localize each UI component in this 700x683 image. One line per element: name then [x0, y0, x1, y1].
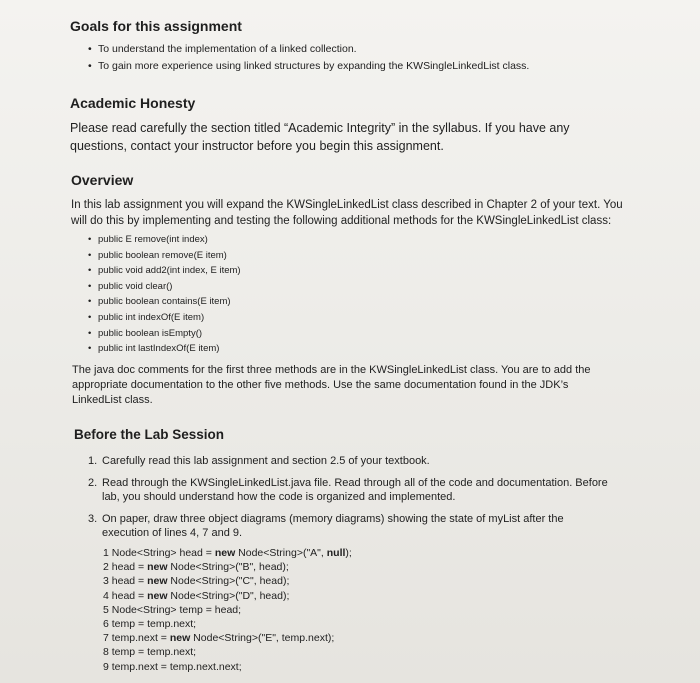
step-item — [88, 512, 613, 540]
goals-heading: Goals for this assignment — [70, 18, 242, 34]
method-item: • public boolean remove(E item) — [88, 248, 388, 264]
overview-intro: In this lab assignment you will expand the KWSingleLinkedList class described in Chapter 2 of your text. You will do this by implementing and testing the following additional methods for the KWSingleLinkedList class: — [71, 199, 623, 227]
step-text: On paper, draw three object diagrams (memory diagrams) showing the state of myList after the execution of lines 4, 7 and 9. — [102, 513, 564, 539]
methods-list — [88, 232, 388, 357]
honesty-text: Please read carefully the section titled “Academic Integrity” in the syllabus. If you have any questions, contact your instructor before you begin this assignment. — [70, 121, 570, 153]
before-lab-steps — [88, 454, 613, 548]
doc-note: The java doc comments for the first three methods are in the KWSingleLinkedList class. You are to add the appropriate documentation to the other five methods. Use the same documentation found in the JDK’s LinkedList class. — [72, 364, 591, 406]
code-block — [103, 546, 403, 674]
overview-heading: Overview — [71, 172, 134, 188]
method-item: • public E remove(int index) — [88, 232, 388, 248]
code-line: 7 temp.next = new Node<String>("E", temp.next); — [103, 632, 335, 645]
code-line: 3 head = new Node<String>("C", head); — [103, 575, 290, 588]
method-item: • public int lastIndexOf(E item) — [88, 341, 388, 357]
method-item: • public int indexOf(E item) — [88, 310, 388, 326]
goals-list — [88, 41, 648, 75]
code-line: 6 temp = temp.next; — [103, 618, 197, 631]
code-line: 5 Node<String> temp = head; — [103, 603, 242, 616]
goals-item: • To understand the implementation of a linked collection. — [88, 41, 648, 58]
step-number: 2. — [88, 477, 98, 489]
method-item: • public boolean contains(E item) — [88, 294, 388, 310]
honesty-heading: Academic Honesty — [70, 95, 196, 111]
step-number: 3. — [88, 513, 98, 525]
method-item: • public void clear() — [88, 279, 388, 295]
code-line: 2 head = new Node<String>("B", head); — [103, 561, 289, 574]
code-line: 9 temp.next = temp.next.next; — [103, 660, 242, 673]
step-number: 1. — [88, 455, 98, 467]
step-text: Carefully read this lab assignment and section 2.5 of your textbook. — [102, 455, 430, 467]
code-line: 1 Node<String> head = new Node<String>("A", null); — [103, 547, 352, 559]
code-line: 4 head = new Node<String>("D", head); — [103, 589, 290, 602]
goals-item: • To gain more experience using linked structures by expanding the KWSingleLinkedList class. — [88, 58, 648, 75]
before-lab-heading: Before the Lab Session — [74, 427, 225, 442]
step-text: Read through the KWSingleLinkedList.java file. Read through all of the code and documentation. Before lab, you should understand how the code is organized and implemented. — [102, 477, 608, 503]
code-line: 8 temp = temp.next; — [103, 646, 197, 659]
step-item — [88, 454, 613, 468]
method-item: • public boolean isEmpty() — [88, 326, 388, 342]
step-item — [88, 476, 613, 504]
method-item: • public void add2(int index, E item) — [88, 263, 388, 279]
